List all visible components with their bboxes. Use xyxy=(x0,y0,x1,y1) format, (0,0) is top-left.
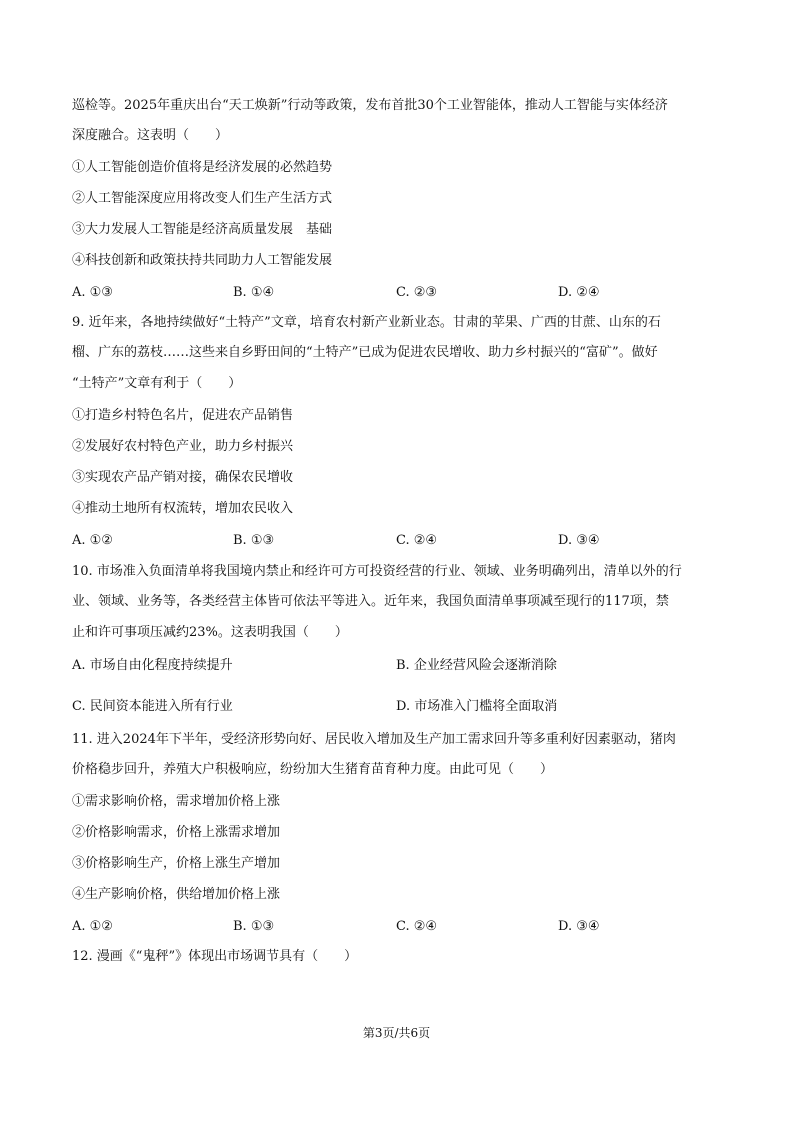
page-number-footer: 第3页/共6页 xyxy=(362,1026,431,1040)
q10-option-b: B. 企业经营风险会逐渐消除 xyxy=(396,658,557,673)
q11-statement-3: ③价格影响生产，价格上涨生产增加 xyxy=(72,856,281,871)
q12-stem-line-1: 12. 漫画《“鬼秤”》体现出市场调节具有（ ） xyxy=(72,949,358,964)
q9-statement-4: ④推动土地所有权流转，增加农民收入 xyxy=(72,501,294,516)
q11-statement-4: ④生产影响价格，供给增加价格上涨 xyxy=(72,887,281,902)
q11-option-b: B. ①③ xyxy=(233,919,275,934)
q11-option-d: D. ③④ xyxy=(558,919,600,934)
q9-stem-line-3: “土特产”文章有利于（ ） xyxy=(72,376,242,391)
q10-option-d: D. 市场准入门槛将全面取消 xyxy=(396,699,558,714)
q8-stem-line-2: 深度融合。这表明（ ） xyxy=(72,128,229,143)
q8-statement-1: ①人工智能创造价值将是经济发展的必然趋势 xyxy=(72,160,333,175)
q9-statement-3: ③实现农产品产销对接，确保农民增收 xyxy=(72,470,294,485)
q10-option-c: C. 民间资本能进入所有行业 xyxy=(72,699,233,714)
q10-stem-line-1: 10. 市场准入负面清单将我国境内禁止和经许可方可投资经营的行业、领域、业务明确列出，清单以外的行 xyxy=(72,564,682,579)
q9-option-d: D. ③④ xyxy=(558,533,600,548)
q11-statement-2: ②价格影响需求，价格上涨需求增加 xyxy=(72,825,281,840)
q9-stem-line-2: 榴、广东的荔枝……这些来自乡野田间的“土特产”已成为促进农民增收、助力乡村振兴的“富矿”。做好 xyxy=(72,345,658,360)
q10-stem-line-2: 业、领域、业务等，各类经营主体皆可依法平等进入。近年来，我国负面清单事项减至现行的117项，禁 xyxy=(72,594,669,609)
q11-stem-line-2: 价格稳步回升，养殖大户积极响应，纷纷加大生猪育苗育种力度。由此可见（ ） xyxy=(72,762,554,777)
q9-statement-2: ②发展好农村特色产业，助力乡村振兴 xyxy=(72,439,294,454)
q8-statement-4: ④科技创新和政策扶持共同助力人工智能发展 xyxy=(72,253,333,268)
q8-option-a: A. ①③ xyxy=(72,285,113,300)
q11-option-c: C. ②④ xyxy=(396,919,438,934)
q9-option-c: C. ②④ xyxy=(396,533,438,548)
q8-stem-line-1: 巡检等。2025年重庆出台“天工焕新”行动等政策，发布首批30个工业智能体，推动人工智能与实体经济 xyxy=(72,98,668,113)
q11-stem-line-1: 11. 进入2024年下半年，受经济形势向好、居民收入增加及生产加工需求回升等多重利好因素驱动，猪肉 xyxy=(72,732,676,747)
q11-option-a: A. ①② xyxy=(72,919,113,934)
q8-option-c: C. ②③ xyxy=(396,285,438,300)
q8-option-d: D. ②④ xyxy=(558,285,600,300)
q11-statement-1: ①需求影响价格，需求增加价格上涨 xyxy=(72,794,281,809)
q10-option-a: A. 市场自由化程度持续提升 xyxy=(72,658,233,673)
q8-option-b: B. ①④ xyxy=(233,285,275,300)
q8-statement-3: ③大力发展人工智能是经济高质量发展 基础 xyxy=(72,222,333,237)
q9-statement-1: ①打造乡村特色名片，促进农产品销售 xyxy=(72,408,294,423)
q9-stem-line-1: 9. 近年来，各地持续做好“土特产”文章，培育农村新产业新业态。甘肃的苹果、广西的甘蔗、山东的石 xyxy=(72,315,661,330)
q9-option-a: A. ①② xyxy=(72,533,113,548)
q9-option-b: B. ①③ xyxy=(233,533,275,548)
q8-statement-2: ②人工智能深度应用将改变人们生产生活方式 xyxy=(72,191,333,206)
q10-stem-line-3: 止和许可事项压减约23%。这表明我国（ ） xyxy=(72,625,348,640)
